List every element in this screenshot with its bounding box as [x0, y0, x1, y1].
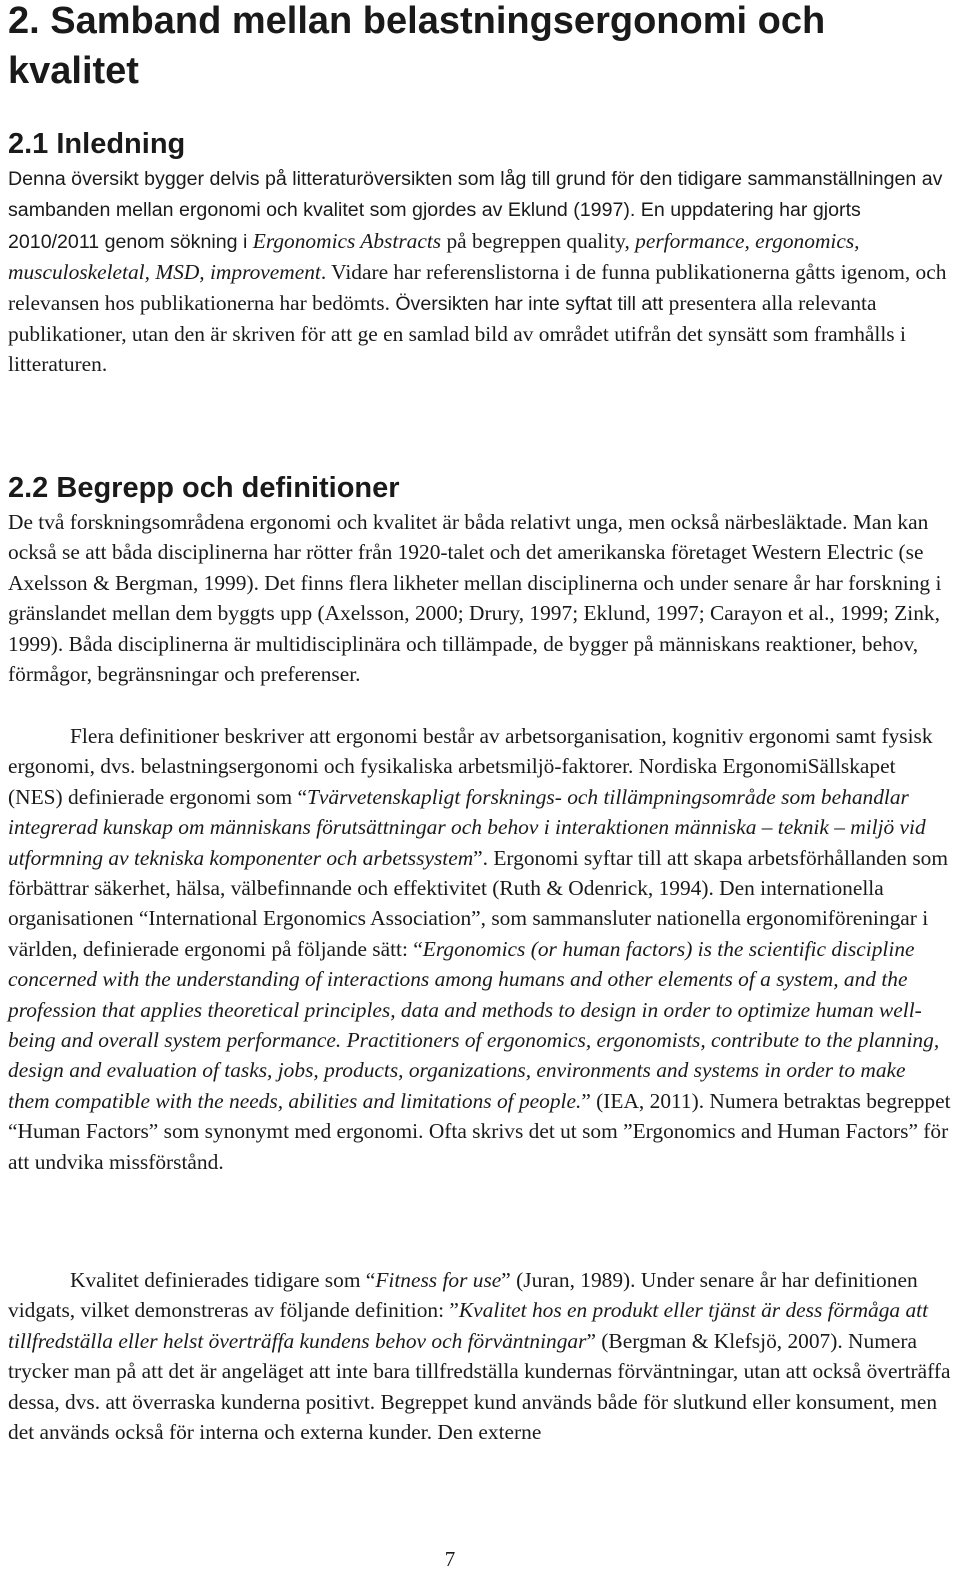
- paragraph-ergonomi-definitioner: [8, 721, 952, 1177]
- text-run: ” (IEA, 2011). Numera betraktas begreppet “Human Factors” som synonymt med ergonomi. Ofta skrivs det ut som ”Ergonomics and Human Factors” för att undvika missförstånd.: [8, 1088, 951, 1174]
- text-run: Kvalitet definierades tidigare som “: [70, 1268, 376, 1292]
- text-run: presentera alla relevanta publikationer, utan den är skriven för att ge en samlad bild av området utifrån det synsätt som framhålls i litteraturen.: [8, 290, 906, 377]
- italic-text-run: performance, ergonomics, musculoskeletal, MSD, improvement: [8, 228, 860, 285]
- italic-text-run: Ergonomics (or human factors) is the scientific discipline concerned with the understanding of interactions among humans and other elements of a system, and the profession that applies theoretical principles, data and methods to design in order to optimize human well-being and overall system performance. Practitioners of ergonomics, ergonomists, contribute to the planning, design and evaluation of tasks, jobs, products, organizations, environments and systems in order to make them compatible with the needs, abilities and limitations of people.: [8, 936, 940, 1113]
- text-run: på begreppen quality,: [441, 228, 636, 253]
- text-run: ” (Juran, 1989). Under senare år har definitionen vidgats, vilket demonstreras av följande definition: ”: [8, 1268, 918, 1323]
- text-run: Flera definitioner beskriver att ergonomi består av arbetsorganisation, kognitiv ergonomi samt fysisk ergonomi, dvs. belastningsergonomi och fysikaliska arbetsmiljö-faktorer. Nordiska ErgonomiSällskapet (NES) definierade ergonomi som “: [8, 724, 933, 809]
- text-run: ”. Ergonomi syftar till att skapa arbetsförhållanden som förbättrar säkerhet, hälsa, välbefinnande och effektivitet (Ruth & Odenrick, 1994). Den internationella organisationen “International Ergonomics Association”, som sammansluter nationella ergonomiföreningar i världen, definierade ergonomi på följande sätt: “: [8, 845, 948, 961]
- paragraph-kvalitet-definition: [8, 1265, 952, 1447]
- section-heading-inledning: 2.1 Inledning: [8, 128, 186, 160]
- italic-text-run: Ergonomics Abstracts: [252, 228, 442, 253]
- page-number: 7: [444, 1547, 456, 1571]
- italic-text-run: Kvalitet hos en produkt eller tjänst är dess förmåga att tillfredställa eller helst överträffa kundens behov och förväntningar: [8, 1298, 929, 1353]
- text-run: . Vidare har referenslistorna i de funna publikationerna gåtts igenom, och relevansen hos publikationerna har bedömts.: [8, 260, 947, 315]
- text-run: Översikten har inte syftat till att: [395, 292, 669, 315]
- chapter-heading: 2. Samband mellan belastningsergonomi och kvalitet: [8, 0, 826, 92]
- text-run: De två forskningsområdena ergonomi och kvalitet är båda relativt unga, men också närbesläktade. Man kan också se att båda disciplinerna har rötter från 1920-talet och det amerikanska företaget Western Electric (se Axelsson & Bergman, 1999). Det finns flera likheter mellan disciplinerna och under senare år har forskning i gränslandet mellan dem byggts upp (Axelsson, 2000; Drury, 1997; Eklund, 1997; Carayon et al., 1999; Zink, 1999). Båda disciplinerna är multidisciplinära och tillämpade, de bygger på människans reaktioner, behov, förmågor, begränsningar och preferenser.: [8, 510, 942, 687]
- italic-text-run: Tvärvetenskapligt forsknings- och tillämpningsområde som behandlar integrerad kunskap om människans förutsättningar och behov i interaktionen människa – teknik – miljö vid utformning av tekniska komponenter och arbetssystem: [8, 784, 926, 870]
- text-run: Denna översikt bygger delvis på litteraturöversikten som låg till grund för den tidigare sammanställningen av sambanden mellan ergonomi och kvalitet som gjordes av Eklund (1997). En uppdatering har gjorts 2010/2011 genom sökning i: [8, 168, 943, 253]
- paragraph-inledning: [8, 163, 952, 380]
- text-run: ” (Bergman & Klefsjö, 2007). Numera trycker man på att det är angeläget att inte bara tillfredställa kundernas förväntningar, utan att också överträffa dessa, dvs. att överraska kunderna positivt. Begreppet kund används både för slutkund eller konsument, men det används också för interna och externa kunder. Den externe: [8, 1328, 951, 1445]
- section-heading-begrepp: 2.2 Begrepp och definitioner: [8, 472, 400, 504]
- italic-text-run: Fitness for use: [375, 1268, 502, 1292]
- paragraph-begrepp-intro: [8, 507, 952, 689]
